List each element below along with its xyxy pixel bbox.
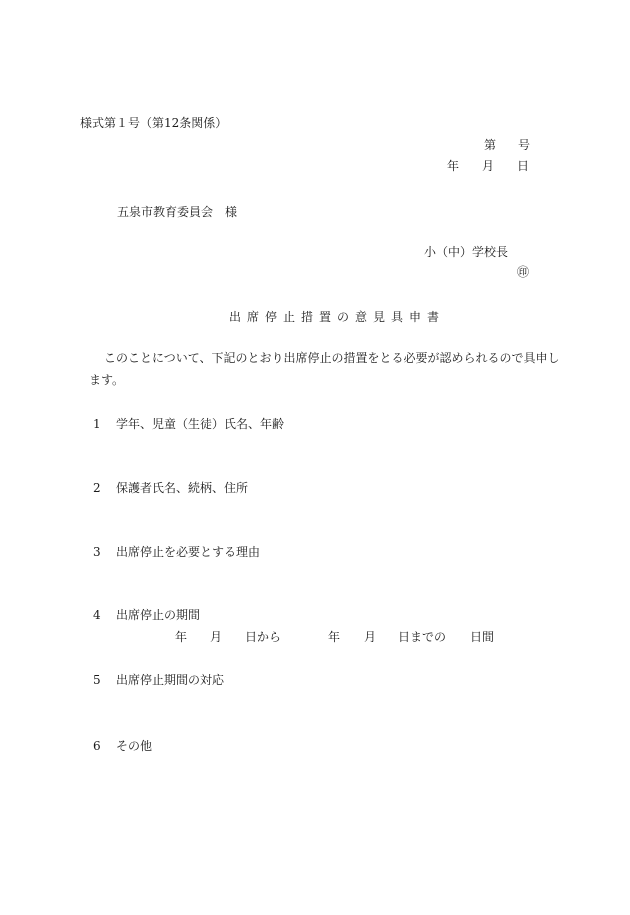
- item-3-label: 出席停止を必要とする理由: [116, 545, 261, 559]
- seal-mark: ㊞: [517, 265, 530, 279]
- item-1-number: 1: [93, 417, 101, 431]
- item-2-number: 2: [93, 481, 101, 495]
- form-id: 様式第１号（第12条関係）: [80, 116, 228, 130]
- period-from-month: 月: [210, 630, 223, 644]
- item-5-number: 5: [93, 673, 101, 687]
- body-line-2: ます。: [89, 373, 125, 387]
- document-title: 出席停止措置の意見具申書: [229, 310, 446, 324]
- date-month: 月: [482, 159, 495, 173]
- period-to-month: 月: [364, 630, 377, 644]
- body-line-1: このことについて、下記のとおり出席停止の措置をとる必要が認められるので具申し: [104, 351, 560, 365]
- item-2-label: 保護者氏名、続柄、住所: [116, 481, 249, 495]
- item-6-label: その他: [116, 739, 153, 753]
- period-from-year: 年: [175, 630, 188, 644]
- sender: 小（中）学校長: [424, 245, 509, 259]
- item-3-number: 3: [93, 545, 101, 559]
- date-day: 日: [517, 159, 530, 173]
- item-5-label: 出席停止期間の対応: [116, 673, 225, 687]
- item-6-number: 6: [93, 739, 101, 753]
- period-to-year: 年: [328, 630, 341, 644]
- item-4-label: 出席停止の期間: [116, 608, 201, 622]
- item-1-label: 学年、児童（生徒）氏名、年齢: [116, 417, 285, 431]
- period-to-day: 日までの: [398, 630, 447, 644]
- period-from-day: 日から: [245, 630, 282, 644]
- date-year: 年: [447, 159, 460, 173]
- period-days: 日間: [470, 630, 495, 644]
- item-4-number: 4: [93, 608, 101, 622]
- number-prefix: 第: [484, 138, 497, 152]
- addressee: 五泉市教育委員会 様: [117, 205, 238, 219]
- number-suffix: 号: [518, 138, 531, 152]
